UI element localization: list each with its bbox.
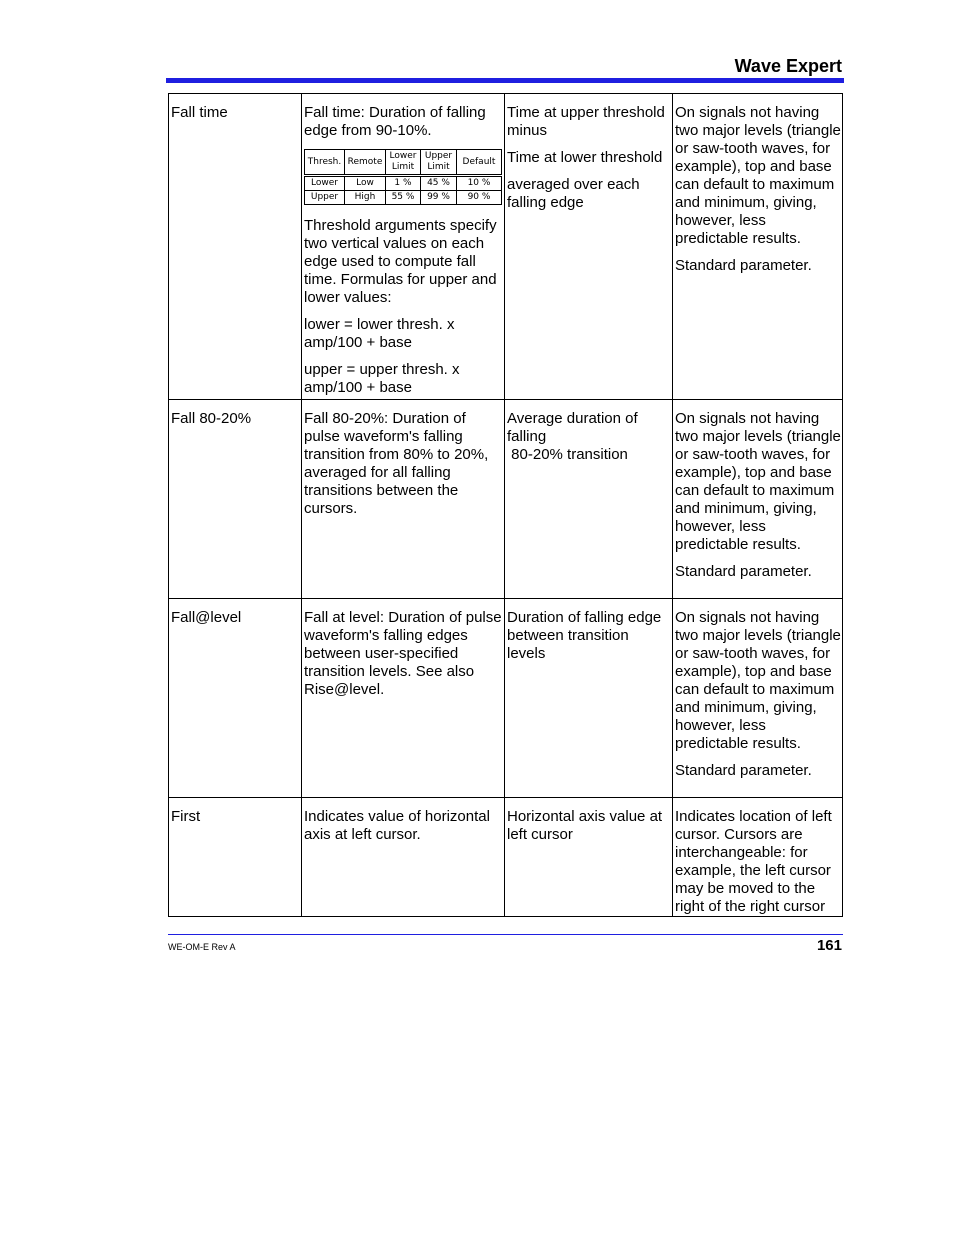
parameter-definition: Horizontal axis value at left cursor <box>505 798 673 917</box>
parameter-notes: On signals not having two major levels (triangle or saw-tooth waves, for example), top and base can default to maximum and minimum, giving, however, less predictable results. Standard parameter. <box>673 400 843 599</box>
parameter-notes: On signals not having two major levels (triangle or saw-tooth waves, for example), top and base can default to maximum and minimum, giving, however, less predictable results. Standard parameter. <box>673 599 843 798</box>
threshold-cell: 45 % <box>421 176 457 191</box>
header-rule <box>166 78 844 83</box>
parameter-name: First <box>169 798 302 917</box>
table-row <box>169 400 843 599</box>
threshold-cell: 10 % <box>457 176 502 191</box>
threshold-cell: Lower <box>305 176 345 191</box>
parameter-name: Fall 80-20% <box>169 400 302 599</box>
parameter-definition: Duration of falling edge between transition levels <box>505 599 673 798</box>
parameter-definition: Average duration of falling 80-20% transition <box>505 400 673 599</box>
threshold-cell: 99 % <box>421 191 457 205</box>
parameter-notes: On signals not having two major levels (triangle or saw-tooth waves, for example), top and base can default to maximum and minimum, giving, however, less predictable results. Standard parameter. <box>673 94 843 400</box>
threshold-header: Lower Limit <box>386 150 421 176</box>
threshold-cell: High <box>345 191 386 205</box>
threshold-header: Upper Limit <box>421 150 457 176</box>
footer-rule <box>168 934 843 935</box>
threshold-header: Thresh. <box>305 150 345 176</box>
page-header-title: Wave Expert <box>734 56 842 76</box>
document-id: WE-OM-E Rev A <box>168 942 236 952</box>
threshold-header: Remote <box>345 150 386 176</box>
threshold-cell: 55 % <box>386 191 421 205</box>
table-row <box>169 798 843 917</box>
threshold-cell: 90 % <box>457 191 502 205</box>
parameter-description: Fall time: Duration of falling edge from 90-10%. Thresh. Remote Lower Limit Upper Limit Default Lower Low 1 % 45 % 10 % Upper High 55 % 99 % 90 % Threshold arguments specify two vertical values on each edge used to compute fall time. Formulas for upper and lower values: lower = lower thresh. x amp/100 + base upper = upper thresh. x amp/100 + base <box>302 94 505 400</box>
parameter-name: Fall@level <box>169 599 302 798</box>
page-number: 161 <box>816 937 842 954</box>
threshold-table <box>304 149 502 205</box>
table-row <box>169 94 843 400</box>
threshold-header: Default <box>457 150 502 176</box>
threshold-cell: Upper <box>305 191 345 205</box>
parameter-description: Fall 80-20%: Duration of pulse waveform's falling transition from 80% to 20%, averaged for all falling transitions between the cursors. <box>302 400 505 599</box>
threshold-cell: 1 % <box>386 176 421 191</box>
parameter-description: Fall at level: Duration of pulse waveform's falling edges between user-specified transition levels. See also Rise@level. <box>302 599 505 798</box>
parameter-table <box>168 93 843 917</box>
parameter-definition: Time at upper threshold minus Time at lower threshold averaged over each falling edge <box>505 94 673 400</box>
table-row <box>169 599 843 798</box>
parameter-description: Indicates value of horizontal axis at left cursor. <box>302 798 505 917</box>
parameter-notes: Indicates location of left cursor. Cursors are interchangeable: for example, the left cursor may be moved to the right of the right cursor <box>673 798 843 917</box>
parameter-name: Fall time <box>169 94 302 400</box>
threshold-cell: Low <box>345 176 386 191</box>
